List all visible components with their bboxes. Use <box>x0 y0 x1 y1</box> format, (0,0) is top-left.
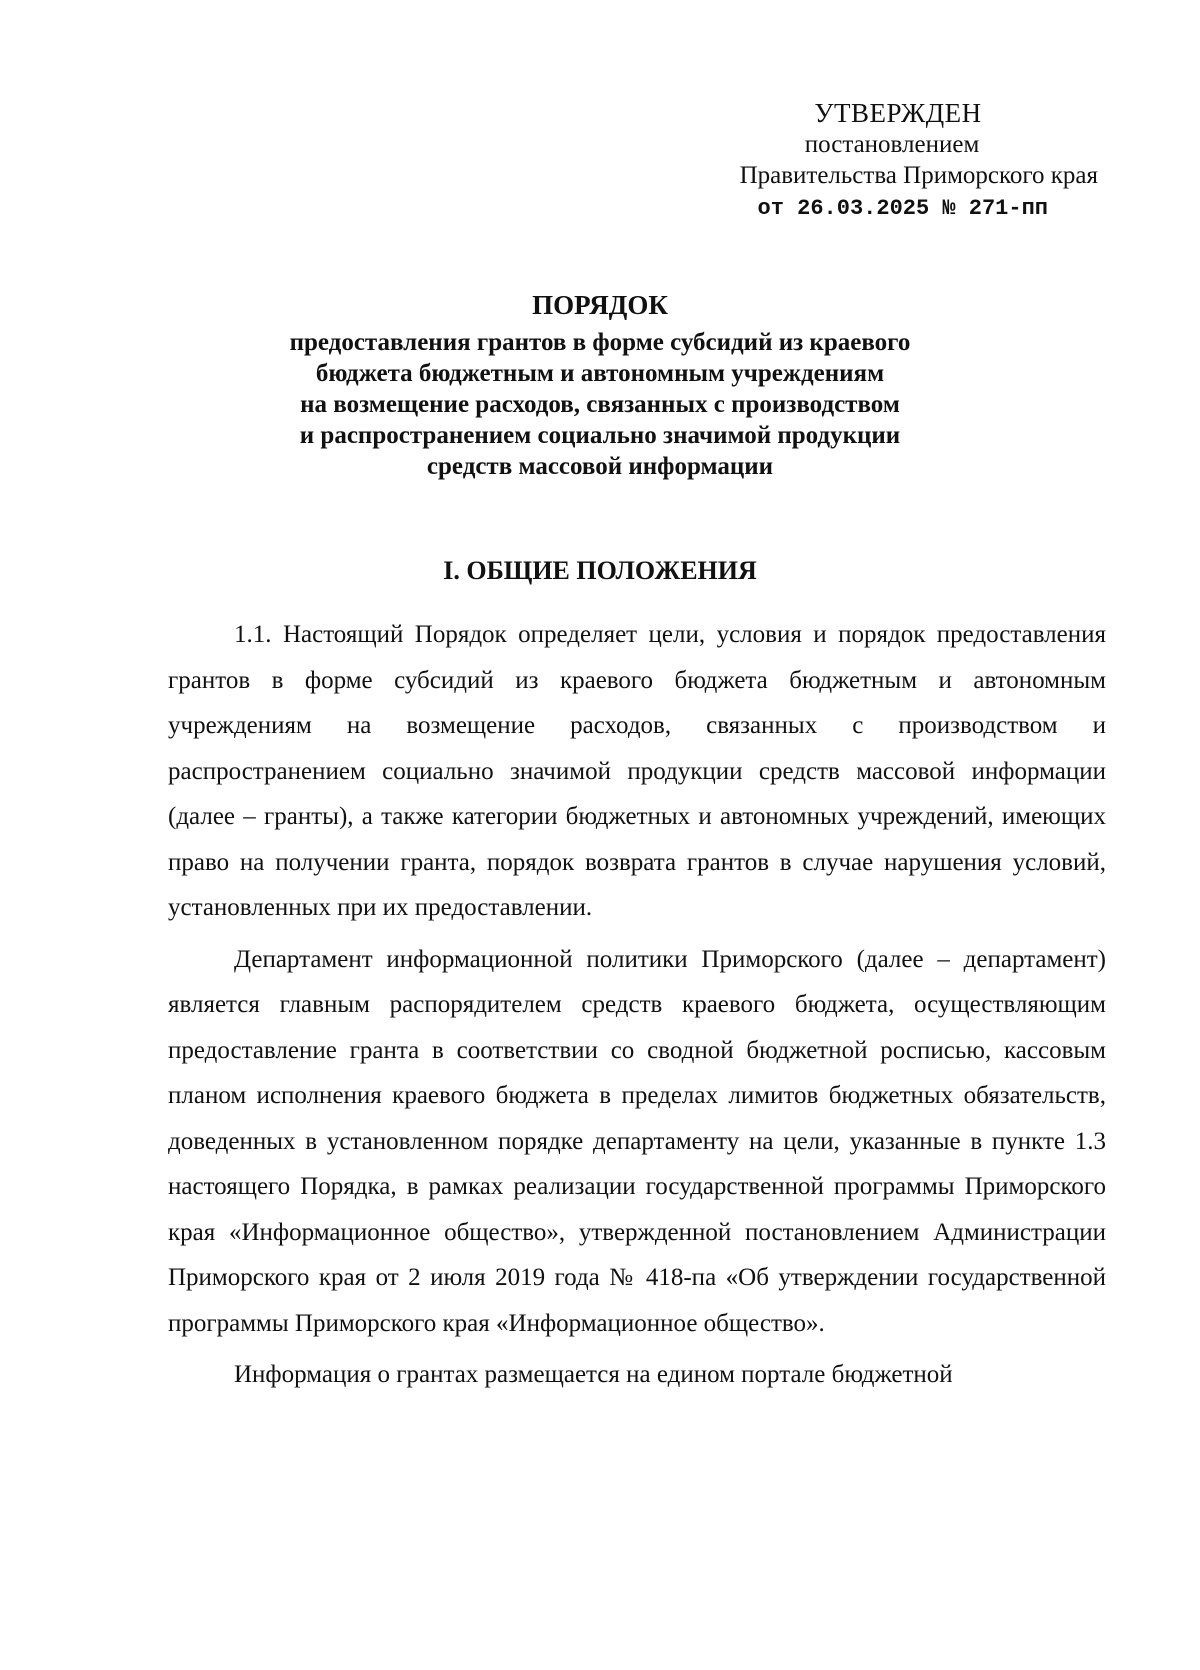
government-label: Правительства Приморского края <box>739 162 1098 189</box>
paragraph: 1.1. Настоящий Порядок определяет цели, условия и порядок предоставления грантов в форме субсидий из краевого бюджета бюджетным и автономным учреждениям на возмещение расходов, связанных с производством и распространением социально значимой продукции средств массовой информации (далее – гранты), а также категории бюджетных и автономных учреждений, имеющих право на получении гранта, порядок возврата грантов в случае нарушения условий, установленных при их предоставлении. <box>168 621 1106 921</box>
document-title-block <box>150 290 1050 482</box>
approval-date-number: от 26.03.2025 № 271-пп <box>757 196 1048 221</box>
document-title: ПОРЯДОК <box>532 290 668 320</box>
paragraph: Департамент информационной политики Приморского (далее – департамент) является главным распорядителем средств краевого бюджета, осуществляющим предоставление гранта в соответствии со сводной бюджетной росписью, кассовым планом исполнения краевого бюджета в пределах лимитов бюджетных обязательств, доведенных в установленном порядке департаменту на цели, указанные в пункте 1.3 настоящего Порядка, в рамках реализации государственной программы Приморского края «Информационное общество», утвержденной постановлением Администрации Приморского края от 2 июля 2019 года № 418-па «Об утверждении государственной программы Приморского края «Информационное общество». <box>168 945 1106 1337</box>
title-line: предоставления грантов в форме субсидий из краевого <box>289 329 911 356</box>
document-body <box>168 612 1106 1398</box>
title-line: средств массовой информации <box>426 453 774 480</box>
title-line: и распространением социально значимой продукции <box>299 422 901 449</box>
section-heading: I. ОБЩИЕ ПОЛОЖЕНИЯ <box>443 556 757 585</box>
title-line: бюджета бюджетным и автономным учреждениям <box>315 360 885 387</box>
approved-by-label: постановлением <box>804 131 980 158</box>
paragraph: Информация о грантах размещается на едином портале бюджетной <box>234 1361 953 1388</box>
approved-label: УТВЕРЖДЕН <box>814 98 982 128</box>
approval-block <box>678 98 1098 224</box>
title-line: на возмещение расходов, связанных с производством <box>300 391 900 418</box>
